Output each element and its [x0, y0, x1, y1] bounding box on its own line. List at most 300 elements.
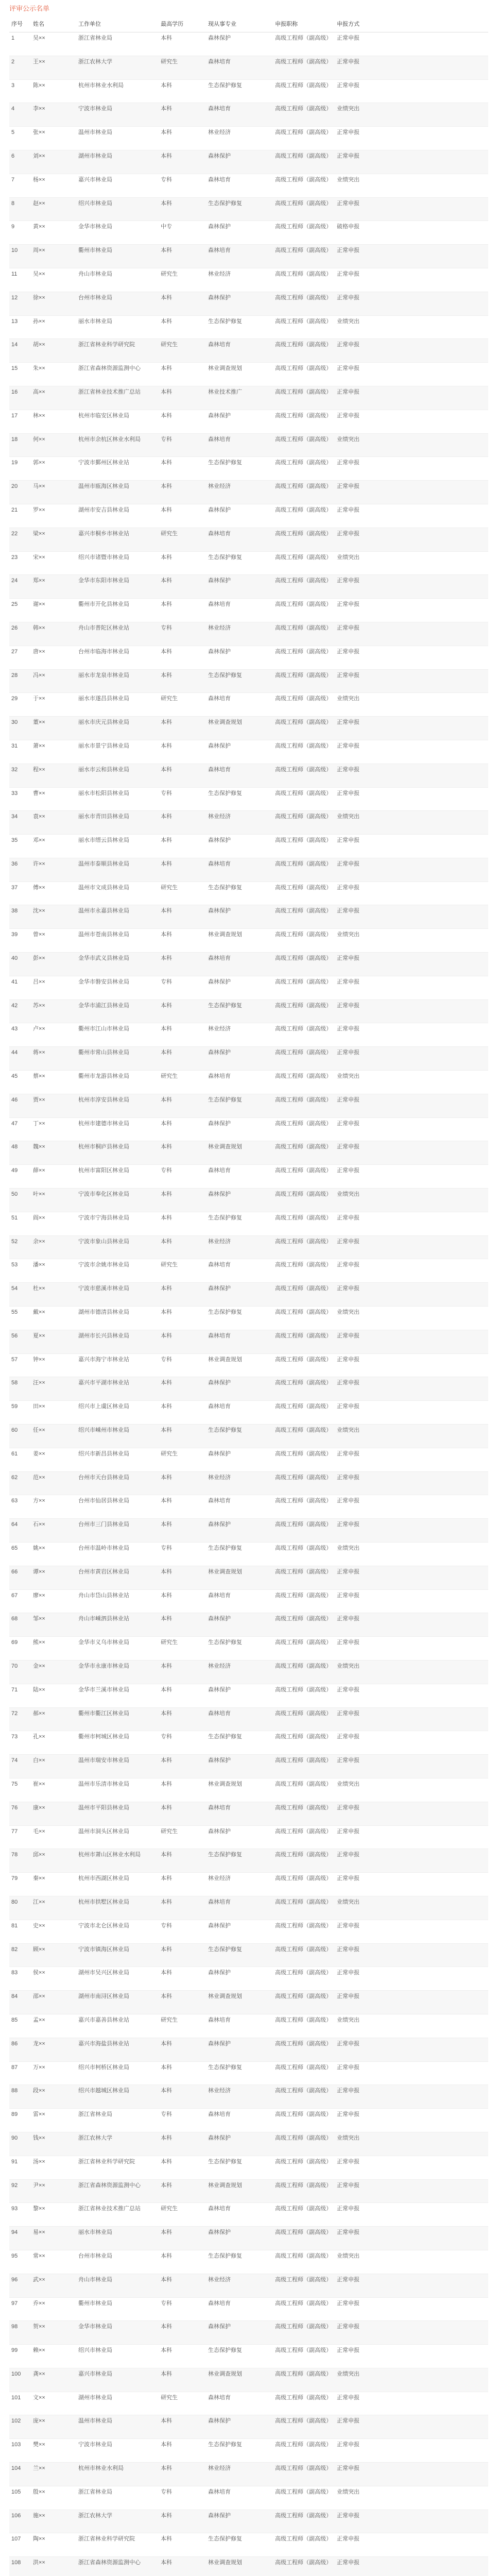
cell-title: 高级工程师（副高级）	[273, 1330, 335, 1353]
cell-education: 研究生	[159, 1825, 206, 1849]
cell-education: 本科	[159, 1896, 206, 1920]
cell-major: 生态保护修复	[206, 2533, 273, 2557]
table-row	[9, 1755, 488, 1778]
cell-unit: 丽水市龙泉市林业局	[76, 669, 159, 693]
cell-method: 业绩突出	[335, 1307, 488, 1330]
cell-education: 本科	[159, 2463, 206, 2486]
cell-method: 正常申报	[335, 127, 488, 150]
table-row	[9, 882, 488, 905]
cell-title: 高级工程师（副高级）	[273, 268, 335, 292]
cell-title: 高级工程师（副高级）	[273, 1259, 335, 1283]
cell-major: 森林保护	[206, 1519, 273, 1543]
cell-index: 92	[9, 2179, 31, 2203]
table-row	[9, 622, 488, 646]
cell-index: 34	[9, 811, 31, 835]
cell-education: 本科	[159, 953, 206, 976]
cell-unit: 杭州市临安区林业局	[76, 410, 159, 433]
cell-name: 彭××	[31, 953, 76, 976]
cell-major: 森林培育	[206, 56, 273, 79]
cell-title: 高级工程师（副高级）	[273, 433, 335, 457]
cell-title: 高级工程师（副高级）	[273, 2533, 335, 2557]
cell-major: 林业经济	[206, 622, 273, 646]
cell-major: 林业调查规划	[206, 1991, 273, 2014]
cell-method: 正常申报	[335, 1991, 488, 2014]
cell-method: 业绩突出	[335, 929, 488, 953]
cell-education: 本科	[159, 1566, 206, 1589]
cell-major: 生态保护修复	[206, 2156, 273, 2179]
cell-major: 森林培育	[206, 2486, 273, 2510]
table-row	[9, 1094, 488, 1117]
cell-major: 森林保护	[206, 504, 273, 528]
cell-name: 武××	[31, 2274, 76, 2297]
cell-index: 37	[9, 882, 31, 905]
cell-method: 正常申报	[335, 481, 488, 504]
cell-education: 本科	[159, 2061, 206, 2085]
cell-name: 张××	[31, 127, 76, 150]
cell-title: 高级工程师（副高级）	[273, 2156, 335, 2179]
cell-index: 107	[9, 2533, 31, 2557]
table-row	[9, 2486, 488, 2510]
cell-education: 本科	[159, 410, 206, 433]
cell-method: 正常申报	[335, 1165, 488, 1189]
cell-title: 高级工程师（副高级）	[273, 2392, 335, 2415]
cell-method: 正常申报	[335, 599, 488, 622]
cell-index: 70	[9, 1660, 31, 1684]
cell-method: 正常申报	[335, 669, 488, 693]
cell-method: 正常申报	[335, 1283, 488, 1307]
cell-index: 87	[9, 2061, 31, 2085]
table-row	[9, 79, 488, 103]
table-row	[9, 2368, 488, 2392]
cell-education: 本科	[159, 386, 206, 410]
table-row	[9, 2392, 488, 2415]
cell-unit: 嘉兴市林业局	[76, 2368, 159, 2392]
cell-index: 84	[9, 1991, 31, 2014]
cell-unit: 台州市黄岩区林业局	[76, 1566, 159, 1589]
table-row	[9, 174, 488, 197]
cell-name: 何××	[31, 433, 76, 457]
cell-name: 樊××	[31, 2439, 76, 2463]
cell-major: 森林培育	[206, 1896, 273, 1920]
cell-method: 正常申报	[335, 1920, 488, 1943]
cell-name: 邹××	[31, 1613, 76, 1637]
cell-unit: 衢州市开化县林业局	[76, 599, 159, 622]
cell-unit: 舟山市林业局	[76, 2274, 159, 2297]
column-header-major: 现从事专业	[206, 15, 273, 32]
table-row	[9, 1589, 488, 1613]
cell-major: 森林保护	[206, 2132, 273, 2156]
cell-major: 森林培育	[206, 2392, 273, 2415]
cell-index: 4	[9, 103, 31, 127]
cell-name: 贾××	[31, 1094, 76, 1117]
cell-name: 方××	[31, 1495, 76, 1519]
cell-method: 正常申报	[335, 2061, 488, 2085]
cell-index: 55	[9, 1307, 31, 1330]
table-row	[9, 953, 488, 976]
cell-education: 专科	[159, 1920, 206, 1943]
cell-title: 高级工程师（副高级）	[273, 1543, 335, 1566]
table-row	[9, 1141, 488, 1165]
cell-method: 正常申报	[335, 2392, 488, 2415]
cell-name: 钱××	[31, 2132, 76, 2156]
table-row	[9, 2463, 488, 2486]
cell-name: 唐××	[31, 646, 76, 669]
cell-index: 79	[9, 1873, 31, 1896]
cell-title: 高级工程师（副高级）	[273, 858, 335, 882]
cell-title: 高级工程师（副高级）	[273, 2085, 335, 2109]
cell-unit: 宁波市北仑区林业局	[76, 1920, 159, 1943]
cell-unit: 丽水市景宁县林业局	[76, 740, 159, 764]
cell-method: 正常申报	[335, 1849, 488, 1873]
cell-index: 32	[9, 764, 31, 787]
cell-major: 林业经济	[206, 1471, 273, 1495]
cell-method: 正常申报	[335, 2463, 488, 2486]
cell-unit: 杭州市富阳区林业局	[76, 1165, 159, 1189]
cell-name: 姚××	[31, 1543, 76, 1566]
cell-name: 谭××	[31, 1566, 76, 1589]
cell-unit: 绍兴市越城区林业局	[76, 2085, 159, 2109]
table-row	[9, 1165, 488, 1189]
cell-name: 侯××	[31, 1967, 76, 1991]
cell-education: 本科	[159, 1873, 206, 1896]
cell-unit: 浙江农林大学	[76, 2510, 159, 2533]
cell-index: 81	[9, 1920, 31, 1943]
cell-name: 孔××	[31, 1731, 76, 1755]
cell-name: 秦××	[31, 1873, 76, 1896]
cell-name: 范××	[31, 1471, 76, 1495]
cell-major: 森林保护	[206, 1283, 273, 1307]
cell-title: 高级工程师（副高级）	[273, 1613, 335, 1637]
table-header-row	[9, 15, 488, 32]
cell-name: 胡××	[31, 339, 76, 363]
cell-title: 高级工程师（副高级）	[273, 481, 335, 504]
cell-unit: 丽水市林业局	[76, 315, 159, 339]
cell-name: 赵××	[31, 197, 76, 221]
cell-major: 生态保护修复	[206, 2439, 273, 2463]
cell-unit: 衢州市林业局	[76, 245, 159, 268]
cell-education: 本科	[159, 504, 206, 528]
cell-major: 生态保护修复	[206, 1425, 273, 1448]
cell-method: 正常申报	[335, 1377, 488, 1401]
cell-index: 17	[9, 410, 31, 433]
cell-education: 研究生	[159, 1637, 206, 1660]
cell-unit: 舟山市林业局	[76, 268, 159, 292]
cell-title: 高级工程师（副高级）	[273, 292, 335, 315]
cell-method: 正常申报	[335, 1802, 488, 1825]
cell-name: 魏××	[31, 1141, 76, 1165]
cell-major: 森林保护	[206, 646, 273, 669]
cell-name: 孙××	[31, 315, 76, 339]
cell-index: 59	[9, 1401, 31, 1425]
cell-name: 尹××	[31, 2179, 76, 2203]
cell-title: 高级工程师（副高级）	[273, 811, 335, 835]
cell-education: 研究生	[159, 339, 206, 363]
cell-index: 13	[9, 315, 31, 339]
cell-title: 高级工程师（副高级）	[273, 1471, 335, 1495]
cell-title: 高级工程师（副高级）	[273, 1991, 335, 2014]
cell-method: 正常申报	[335, 1141, 488, 1165]
cell-unit: 宁波市慈溪市林业局	[76, 1283, 159, 1307]
cell-major: 林业经济	[206, 811, 273, 835]
cell-education: 本科	[159, 315, 206, 339]
cell-title: 高级工程师（副高级）	[273, 103, 335, 127]
table-row	[9, 2250, 488, 2274]
cell-method: 正常申报	[335, 1589, 488, 1613]
cell-education: 本科	[159, 197, 206, 221]
cell-title: 高级工程师（副高级）	[273, 835, 335, 858]
table-row	[9, 2109, 488, 2132]
cell-unit: 温州市乐清市林业局	[76, 1778, 159, 1802]
cell-title: 高级工程师（副高级）	[273, 197, 335, 221]
cell-name: 杜××	[31, 1283, 76, 1307]
cell-education: 本科	[159, 835, 206, 858]
table-row	[9, 1991, 488, 2014]
table-row	[9, 1967, 488, 1991]
cell-major: 森林培育	[206, 103, 273, 127]
cell-index: 75	[9, 1778, 31, 1802]
cell-unit: 温州市永嘉县林业局	[76, 905, 159, 929]
cell-major: 森林培育	[206, 2014, 273, 2038]
table-row	[9, 1448, 488, 1471]
cell-education: 本科	[159, 2250, 206, 2274]
cell-unit: 杭州市萧山区林业水利局	[76, 1849, 159, 1873]
cell-title: 高级工程师（副高级）	[273, 929, 335, 953]
table-row	[9, 2014, 488, 2038]
cell-education: 本科	[159, 1141, 206, 1165]
cell-education: 研究生	[159, 1259, 206, 1283]
cell-unit: 金华市磐安县林业局	[76, 976, 159, 999]
cell-unit: 丽水市云和县林业局	[76, 764, 159, 787]
cell-name: 黎××	[31, 2203, 76, 2227]
cell-major: 林业经济	[206, 1873, 273, 1896]
table-row	[9, 268, 488, 292]
cell-name: 顾××	[31, 1943, 76, 1967]
cell-index: 8	[9, 197, 31, 221]
cell-unit: 温州市泰顺县林业局	[76, 858, 159, 882]
cell-major: 生态保护修复	[206, 1849, 273, 1873]
cell-unit: 衢州市衢江区林业局	[76, 1707, 159, 1731]
cell-major: 森林保护	[206, 410, 273, 433]
cell-name: 龚××	[31, 2368, 76, 2392]
cell-index: 48	[9, 1141, 31, 1165]
cell-major: 林业经济	[206, 268, 273, 292]
cell-method: 业绩突出	[335, 1071, 488, 1094]
cell-title: 高级工程师（副高级）	[273, 1353, 335, 1377]
cell-major: 森林培育	[206, 1259, 273, 1283]
table-row	[9, 363, 488, 386]
cell-title: 高级工程师（副高级）	[273, 1943, 335, 1967]
cell-name: 杨××	[31, 174, 76, 197]
cell-unit: 温州市林业局	[76, 127, 159, 150]
cell-name: 罗××	[31, 504, 76, 528]
cell-unit: 温州市瓯海区林业局	[76, 481, 159, 504]
cell-index: 65	[9, 1543, 31, 1566]
cell-major: 森林保护	[206, 2227, 273, 2250]
cell-name: 程××	[31, 764, 76, 787]
cell-method: 正常申报	[335, 2510, 488, 2533]
cell-education: 本科	[159, 905, 206, 929]
table-row	[9, 669, 488, 693]
cell-title: 高级工程师（副高级）	[273, 1755, 335, 1778]
cell-title: 高级工程师（副高级）	[273, 2203, 335, 2227]
cell-education: 本科	[159, 1401, 206, 1425]
cell-unit: 杭州市余杭区林业水利局	[76, 433, 159, 457]
cell-major: 森林培育	[206, 953, 273, 976]
cell-education: 专科	[159, 1543, 206, 1566]
cell-major: 森林保护	[206, 1189, 273, 1212]
cell-title: 高级工程师（副高级）	[273, 1896, 335, 1920]
table-row	[9, 150, 488, 174]
cell-index: 20	[9, 481, 31, 504]
cell-unit: 金华市林业局	[76, 2321, 159, 2345]
cell-education: 本科	[159, 32, 206, 56]
cell-index: 51	[9, 1212, 31, 1235]
cell-unit: 湖州市德清县林业局	[76, 1307, 159, 1330]
table-row	[9, 2297, 488, 2321]
cell-name: 邱××	[31, 1849, 76, 1873]
cell-index: 9	[9, 221, 31, 245]
cell-name: 龙××	[31, 2038, 76, 2061]
cell-major: 生态保护修复	[206, 79, 273, 103]
cell-education: 本科	[159, 575, 206, 599]
cell-major: 森林保护	[206, 1684, 273, 1707]
cell-method: 业绩突出	[335, 551, 488, 575]
cell-title: 高级工程师（副高级）	[273, 2227, 335, 2250]
cell-method: 正常申报	[335, 292, 488, 315]
cell-major: 森林保护	[206, 835, 273, 858]
cell-unit: 杭州市林业水利局	[76, 79, 159, 103]
cell-major: 森林保护	[206, 1920, 273, 1943]
cell-title: 高级工程师（副高级）	[273, 221, 335, 245]
cell-name: 庞××	[31, 2415, 76, 2439]
cell-major: 林业调查规划	[206, 2557, 273, 2576]
cell-title: 高级工程师（副高级）	[273, 1425, 335, 1448]
cell-index: 102	[9, 2415, 31, 2439]
cell-name: 贺××	[31, 2321, 76, 2345]
table-row	[9, 339, 488, 363]
column-header-title: 申报职称	[273, 15, 335, 32]
table-row	[9, 1519, 488, 1543]
cell-method: 正常申报	[335, 150, 488, 174]
cell-method: 正常申报	[335, 835, 488, 858]
table-row	[9, 1873, 488, 1896]
cell-title: 高级工程师（副高级）	[273, 2274, 335, 2297]
cell-title: 高级工程师（副高级）	[273, 1212, 335, 1235]
cell-title: 高级工程师（副高级）	[273, 1071, 335, 1094]
cell-major: 森林培育	[206, 433, 273, 457]
cell-title: 高级工程师（副高级）	[273, 1637, 335, 1660]
cell-name: 殷××	[31, 2486, 76, 2510]
cell-method: 业绩突出	[335, 315, 488, 339]
cell-index: 14	[9, 339, 31, 363]
cell-major: 生态保护修复	[206, 2250, 273, 2274]
cell-method: 正常申报	[335, 1117, 488, 1141]
cell-index: 106	[9, 2510, 31, 2533]
cell-education: 本科	[159, 2439, 206, 2463]
table-row	[9, 764, 488, 787]
cell-index: 56	[9, 1330, 31, 1353]
cell-title: 高级工程师（副高级）	[273, 79, 335, 103]
cell-unit: 台州市仙居县林业局	[76, 1495, 159, 1519]
table-row	[9, 127, 488, 150]
cell-index: 1	[9, 32, 31, 56]
cell-title: 高级工程师（副高级）	[273, 669, 335, 693]
cell-unit: 嘉兴市林业局	[76, 174, 159, 197]
cell-index: 36	[9, 858, 31, 882]
roster-table	[9, 15, 488, 2576]
table-row	[9, 1849, 488, 1873]
cell-education: 专科	[159, 2109, 206, 2132]
cell-title: 高级工程师（副高级）	[273, 2415, 335, 2439]
cell-major: 森林培育	[206, 174, 273, 197]
cell-education: 本科	[159, 2345, 206, 2368]
cell-title: 高级工程师（副高级）	[273, 1189, 335, 1212]
cell-title: 高级工程师（副高级）	[273, 2061, 335, 2085]
cell-method: 正常申报	[335, 1731, 488, 1755]
table-row	[9, 2345, 488, 2368]
cell-education: 本科	[159, 1377, 206, 1401]
cell-index: 67	[9, 1589, 31, 1613]
cell-major: 林业经济	[206, 2085, 273, 2109]
cell-unit: 金华市义乌市林业局	[76, 1637, 159, 1660]
cell-title: 高级工程师（副高级）	[273, 551, 335, 575]
table-row	[9, 2227, 488, 2250]
cell-index: 6	[9, 150, 31, 174]
cell-method: 正常申报	[335, 197, 488, 221]
cell-method: 正常申报	[335, 1707, 488, 1731]
table-row	[9, 1377, 488, 1401]
cell-title: 高级工程师（副高级）	[273, 2179, 335, 2203]
cell-unit: 浙江省林业局	[76, 2486, 159, 2510]
table-row	[9, 1401, 488, 1425]
cell-title: 高级工程师（副高级）	[273, 174, 335, 197]
cell-major: 林业调查规划	[206, 1778, 273, 1802]
cell-major: 森林保护	[206, 32, 273, 56]
table-row	[9, 1920, 488, 1943]
cell-index: 62	[9, 1471, 31, 1495]
cell-major: 森林培育	[206, 1707, 273, 1731]
cell-title: 高级工程师（副高级）	[273, 2557, 335, 2576]
cell-title: 高级工程师（副高级）	[273, 646, 335, 669]
cell-unit: 浙江省林业科学研究院	[76, 2156, 159, 2179]
cell-title: 高级工程师（副高级）	[273, 363, 335, 386]
cell-major: 森林培育	[206, 1802, 273, 1825]
cell-name: 田××	[31, 1401, 76, 1425]
table-row	[9, 1023, 488, 1047]
column-header-method: 申报方式	[335, 15, 488, 32]
cell-major: 森林保护	[206, 1755, 273, 1778]
table-row	[9, 2439, 488, 2463]
cell-name: 洪××	[31, 2557, 76, 2576]
cell-education: 研究生	[159, 1071, 206, 1094]
table-row	[9, 1071, 488, 1094]
cell-name: 曹××	[31, 787, 76, 811]
table-row	[9, 1189, 488, 1212]
cell-unit: 杭州市西湖区林业局	[76, 1873, 159, 1896]
table-row	[9, 2274, 488, 2297]
cell-name: 蒋××	[31, 1047, 76, 1071]
cell-title: 高级工程师（副高级）	[273, 1566, 335, 1589]
cell-unit: 湖州市林业局	[76, 2392, 159, 2415]
table-row	[9, 1353, 488, 1377]
cell-major: 林业调查规划	[206, 2179, 273, 2203]
cell-name: 谢××	[31, 599, 76, 622]
cell-index: 31	[9, 740, 31, 764]
cell-major: 森林保护	[206, 2321, 273, 2345]
cell-index: 28	[9, 669, 31, 693]
cell-title: 高级工程师（副高级）	[273, 504, 335, 528]
cell-index: 96	[9, 2274, 31, 2297]
